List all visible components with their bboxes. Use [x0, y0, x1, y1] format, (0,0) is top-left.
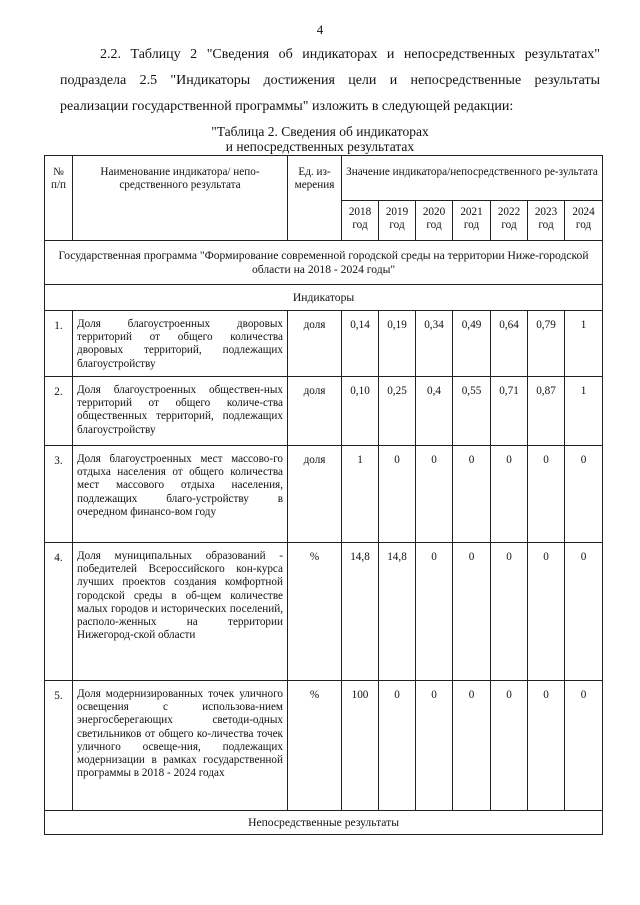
intro-paragraph: 2.2. Таблицу 2 "Сведения об индикаторах и непосредственных результатах" подраздела 2.5 "Индикаторы достижения цели и непосредственные результаты реализации государственной программы" изложить в следующей редакции: [60, 47, 600, 114]
row-indicator-name: Доля модернизированных точек уличного освещения с использова-нием энергосберегающих светоди-одных светильников от общего ко-личества точек уличного освеще-ния, подлежащих модернизации в рамках государственной программы в 2018 - 2024 годах [73, 681, 288, 811]
header-year: 2018 год [342, 201, 379, 241]
row-value: 0,79 [528, 311, 565, 377]
program-title-row [45, 241, 603, 285]
header-year: 2020 год [416, 201, 453, 241]
header-year: 2023 год [528, 201, 565, 241]
row-value: 0 [528, 446, 565, 543]
header-year: 2022 год [491, 201, 528, 241]
row-value: 0,49 [453, 311, 491, 377]
header-values: Значение индикатора/непосредственного ре-зультата [342, 156, 603, 201]
row-value: 0,55 [453, 377, 491, 446]
row-value: 0,14 [342, 311, 379, 377]
row-value: 0 [379, 446, 416, 543]
row-value: 0,25 [379, 377, 416, 446]
row-value: 0,87 [528, 377, 565, 446]
row-value: 100 [342, 681, 379, 811]
row-value: 0,71 [491, 377, 528, 446]
row-value: 0 [565, 543, 603, 681]
row-value: 0,19 [379, 311, 416, 377]
row-value: 0 [453, 446, 491, 543]
header-year: 2024 год [565, 201, 603, 241]
page-number: 4 [316, 22, 324, 37]
row-value: 14,8 [342, 543, 379, 681]
row-value: 1 [342, 446, 379, 543]
row-number: 2. [45, 377, 73, 446]
section-direct-results-row [45, 811, 603, 835]
row-value: 0,64 [491, 311, 528, 377]
row-value: 0 [453, 681, 491, 811]
row-value: 0 [565, 446, 603, 543]
program-title: Государственная программа "Формирование современной городской среды на территории Ниже-городской области на 2018 - 2024 годы" [45, 241, 603, 285]
row-value: 1 [565, 377, 603, 446]
row-value: 0 [528, 681, 565, 811]
row-indicator-name: Доля муниципальных образований - победителей Всероссийского кон-курса лучших проектов создания комфортной городской среды в об-щем количестве малых городов и исторических поселений, располо-женных на территории Нижегород-ской области [73, 543, 288, 681]
row-unit: доля [288, 377, 342, 446]
header-row-1 [45, 156, 603, 201]
row-number: 4. [45, 543, 73, 681]
row-value: 0,34 [416, 311, 453, 377]
row-value: 1 [565, 311, 603, 377]
row-unit: доля [288, 446, 342, 543]
table-row [45, 377, 603, 446]
section-indicators-row [45, 285, 603, 311]
row-value: 0 [528, 543, 565, 681]
row-number: 1. [45, 311, 73, 377]
row-value: 14,8 [379, 543, 416, 681]
header-year: 2021 год [453, 201, 491, 241]
table-caption-line2: и непосредственных результатах [225, 139, 415, 154]
indicators-table [44, 155, 603, 835]
row-value: 0,4 [416, 377, 453, 446]
row-value: 0 [491, 681, 528, 811]
row-unit: доля [288, 311, 342, 377]
table-row [45, 543, 603, 681]
header-year: 2019 год [379, 201, 416, 241]
table-row [45, 681, 603, 811]
row-indicator-name: Доля благоустроенных дворовых территорий от общего количества дворовых территорий, подлежащих благоустройству [73, 311, 288, 377]
section-indicators: Индикаторы [45, 285, 603, 311]
row-value: 0 [379, 681, 416, 811]
table-row [45, 446, 603, 543]
row-value: 0 [416, 543, 453, 681]
row-value: 0 [453, 543, 491, 681]
row-value: 0,10 [342, 377, 379, 446]
row-value: 0 [565, 681, 603, 811]
header-name: Наименование индикатора/ непо-средственного результата [73, 156, 288, 241]
row-value: 0 [491, 446, 528, 543]
table-row [45, 311, 603, 377]
row-unit: % [288, 543, 342, 681]
row-number: 3. [45, 446, 73, 543]
row-indicator-name: Доля благоустроенных мест массово-го отдыха населения от общего количества мест массового отдыха населения, подлежащих благо-устройству в очередном финансо-вом году [73, 446, 288, 543]
row-value: 0 [416, 681, 453, 811]
row-unit: % [288, 681, 342, 811]
table-caption-line1: "Таблица 2. Сведения об индикаторах [211, 124, 429, 139]
row-value: 0 [491, 543, 528, 681]
row-value: 0 [416, 446, 453, 543]
row-number: 5. [45, 681, 73, 811]
row-indicator-name: Доля благоустроенных обществен-ных территорий от общего количе-ства общественных территорий, подлежащих благоустройству [73, 377, 288, 446]
section-direct-results: Непосредственные результаты [45, 811, 603, 835]
header-unit: Ед. из-мерения [288, 156, 342, 241]
table-caption [0, 124, 640, 154]
header-num: № п/п [45, 156, 73, 241]
